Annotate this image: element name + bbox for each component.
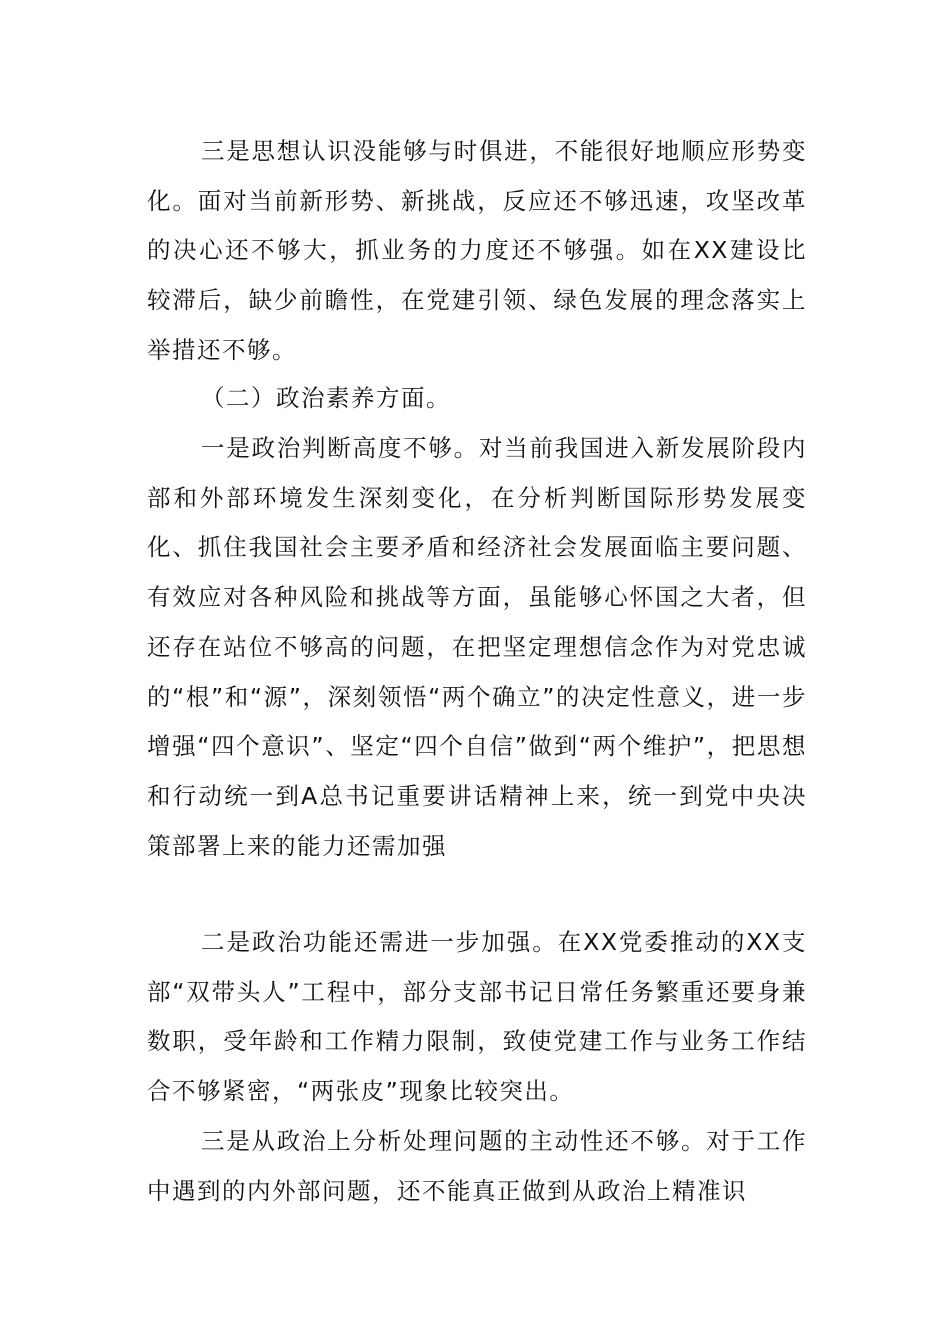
paragraph-political-analysis: 三是从政治上分析处理问题的主动性还不够。对于工作中遇到的内外部问题，还不能真正做到从政治上精准识 [147, 1127, 807, 1205]
section-heading-political-literacy: （二）政治素养方面。 [201, 384, 451, 412]
paragraph-thinking-awareness: 三是思想认识没能够与时俱进，不能很好地顺应形势变化。面对当前新形势、新挑战，反应还不够迅速，攻坚改革的决心还不够大，抓业务的力度还不够强。如在XX建设比较滞后，缺少前瞻性，在党建引领、绿色发展的理念落实上举措还不够。 [147, 137, 807, 364]
paragraph-political-function: 二是政治功能还需进一步加强。在XX党委推动的XX支部“双带头人”工程中，部分支部书记日常任务繁重还要身兼数职，受年龄和工作精力限制，致使党建工作与业务工作结合不够紧密，“两张皮”现象比较突出。 [147, 928, 807, 1106]
paragraph-political-judgment: 一是政治判断高度不够。对当前我国进入新发展阶段内部和外部环境发生深刻变化，在分析判断国际形势发展变化、抓住我国社会主要矛盾和经济社会发展面临主要问题、有效应对各种风险和挑战等方面，虽能够心怀国之大者，但还存在站位不够高的问题，在把坚定理想信念作为对党忠诚的“根”和“源”，深刻领悟“两个确立”的决定性意义，进一步增强“四个意识”、坚定“四个自信”做到“两个维护”，把思想和行动统一到A总书记重要讲话精神上来，统一到党中央决策部署上来的能力还需加强 [147, 434, 807, 860]
